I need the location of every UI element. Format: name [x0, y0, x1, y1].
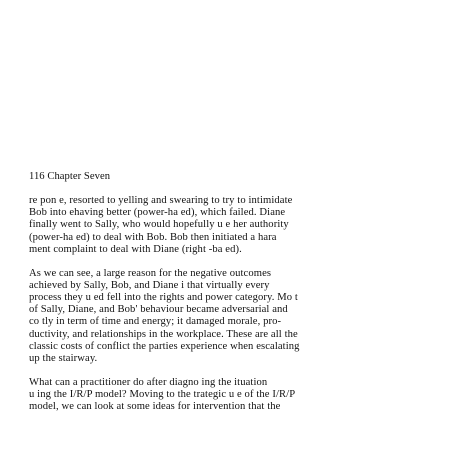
page-header: 116 Chapter Seven	[29, 171, 111, 182]
text-line: process they u ed fell into the rights and power category. Mo t	[29, 291, 298, 303]
text-line: achieved by Sally, Bob, and Diane i that virtually every	[29, 279, 270, 291]
text-line: As we can see, a large reason for the negative outcomes	[29, 267, 272, 279]
text-line: ductivity, and relationships in the workplace. These are all the	[29, 328, 298, 340]
text-line: u ing the I/R/P model? Moving to the trategic u e of the I/R/P	[29, 388, 296, 400]
paragraph-1	[29, 195, 429, 256]
text-line: What can a practitioner do after diagno ing the ituation	[29, 376, 268, 388]
body-text	[29, 195, 429, 425]
paragraph-2	[29, 268, 429, 366]
text-line: ment complaint to deal with Diane (right -ba ed).	[29, 243, 242, 255]
text-line: of Sally, Diane, and Bob' behaviour became adversarial and	[29, 304, 288, 316]
text-line: model, we can look at some ideas for intervention that the	[29, 401, 281, 413]
text-line: up the stairway.	[29, 352, 98, 364]
paragraph-3	[29, 377, 429, 414]
text-line: co tly in term of time and energy; it damaged morale, pro-	[29, 316, 282, 328]
text-line: finally went to Sally, who would hopefully u e her authority	[29, 219, 289, 231]
text-line: re pon e, resorted to yelling and swearing to try to intimidate	[29, 195, 293, 206]
text-line: (power-ha ed) to deal with Bob. Bob then initiated a hara	[29, 231, 277, 243]
text-line: Bob into ehaving better (power-ha ed), which failed. Diane	[29, 207, 286, 219]
text-line: classic costs of conflict the parties experience when escalating	[29, 340, 300, 352]
